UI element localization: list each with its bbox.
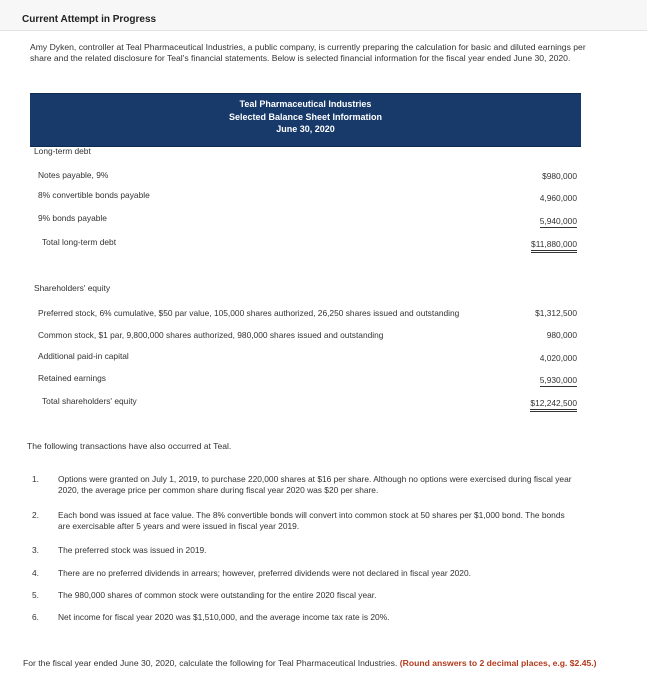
transaction-number: 5. bbox=[32, 590, 39, 600]
transaction-number: 4. bbox=[32, 568, 39, 578]
debt-label-convertible: 8% convertible bonds payable bbox=[38, 190, 150, 200]
transaction-text: Options were granted on July 1, 2019, to purchase 220,000 shares at $16 per share. Although no options were exercised during fiscal year 2020, the average price per common share during fiscal year 2020 was $20 per share. bbox=[58, 474, 572, 495]
debt-total-value: $11,880,000 bbox=[497, 239, 577, 249]
equity-label-apic: Additional paid-in capital bbox=[38, 351, 129, 361]
equity-value-common: 980,000 bbox=[546, 330, 577, 340]
equity-value-preferred: $1,312,500 bbox=[535, 308, 577, 318]
problem-intro: Amy Dyken, controller at Teal Pharmaceutical Industries, a public company, is currently preparing the calculation for basic and diluted earnings per share and the related disclosure for Teal's financial statements. Below is selected financial information for the fiscal year ended June 30, 2020. bbox=[30, 42, 586, 63]
equity-value-apic: 4,020,000 bbox=[539, 353, 577, 363]
equity-heading: Shareholders' equity bbox=[34, 283, 111, 293]
equity-total-value: $12,242,500 bbox=[497, 398, 577, 408]
debt-label-notes: Notes payable, 9% bbox=[38, 170, 109, 180]
equity-label-common: Common stock, $1 par, 9,800,000 shares authorized, 980,000 shares issued and outstanding bbox=[38, 330, 384, 340]
transaction-number: 2. bbox=[32, 510, 39, 520]
transaction-text: The preferred stock was issued in 2019. bbox=[58, 545, 207, 555]
transactions-intro: The following transactions have also occurred at Teal. bbox=[27, 441, 232, 451]
equity-value-retained: 5,930,000 bbox=[539, 375, 577, 385]
debt-value-convertible: 4,960,000 bbox=[539, 193, 577, 203]
question-instruction: (Round answers to 2 decimal places, e.g. $2.45.) bbox=[399, 658, 597, 668]
banner-company: Teal Pharmaceutical Industries bbox=[239, 99, 372, 109]
balance-sheet-banner bbox=[30, 93, 581, 147]
transaction-text: Net income for fiscal year 2020 was $1,510,000, and the average income tax rate is 20%. bbox=[58, 612, 390, 622]
question-text: For the fiscal year ended June 30, 2020, calculate the following for Teal Pharmaceutical Industries. bbox=[23, 658, 398, 668]
banner-subtitle: Selected Balance Sheet Information bbox=[228, 111, 383, 122]
transaction-number: 1. bbox=[32, 474, 39, 484]
equity-label-preferred: Preferred stock, 6% cumulative, $50 par value, 105,000 shares authorized, 26,250 shares issued and outstanding bbox=[38, 308, 460, 318]
transaction-text: The 980,000 shares of common stock were outstanding for the entire 2020 fiscal year. bbox=[58, 590, 377, 600]
attempt-header bbox=[0, 0, 647, 31]
debt-label-bonds: 9% bonds payable bbox=[38, 213, 107, 223]
equity-total-label: Total shareholders' equity bbox=[42, 396, 137, 406]
debt-total-label: Total long-term debt bbox=[42, 237, 117, 247]
transaction-number: 3. bbox=[32, 545, 39, 555]
banner-date: June 30, 2020 bbox=[276, 124, 335, 134]
transaction-text: Each bond was issued at face value. The 8% convertible bonds will convert into common stock at 50 shares per $1,000 bond. The bonds are exercisable after 5 years and were issued in fiscal year 2019. bbox=[58, 510, 565, 531]
attempt-status-title: Current Attempt in Progress bbox=[22, 14, 157, 25]
debt-heading: Long-term debt bbox=[34, 146, 91, 156]
transaction-text: There are no preferred dividends in arrears; however, preferred dividends were not declared in fiscal year 2020. bbox=[58, 568, 471, 578]
question-prompt bbox=[23, 658, 613, 669]
transaction-number: 6. bbox=[32, 612, 39, 622]
debt-value-notes: $980,000 bbox=[542, 171, 577, 181]
debt-value-bonds: 5,940,000 bbox=[539, 216, 577, 226]
equity-label-retained: Retained earnings bbox=[38, 373, 106, 383]
